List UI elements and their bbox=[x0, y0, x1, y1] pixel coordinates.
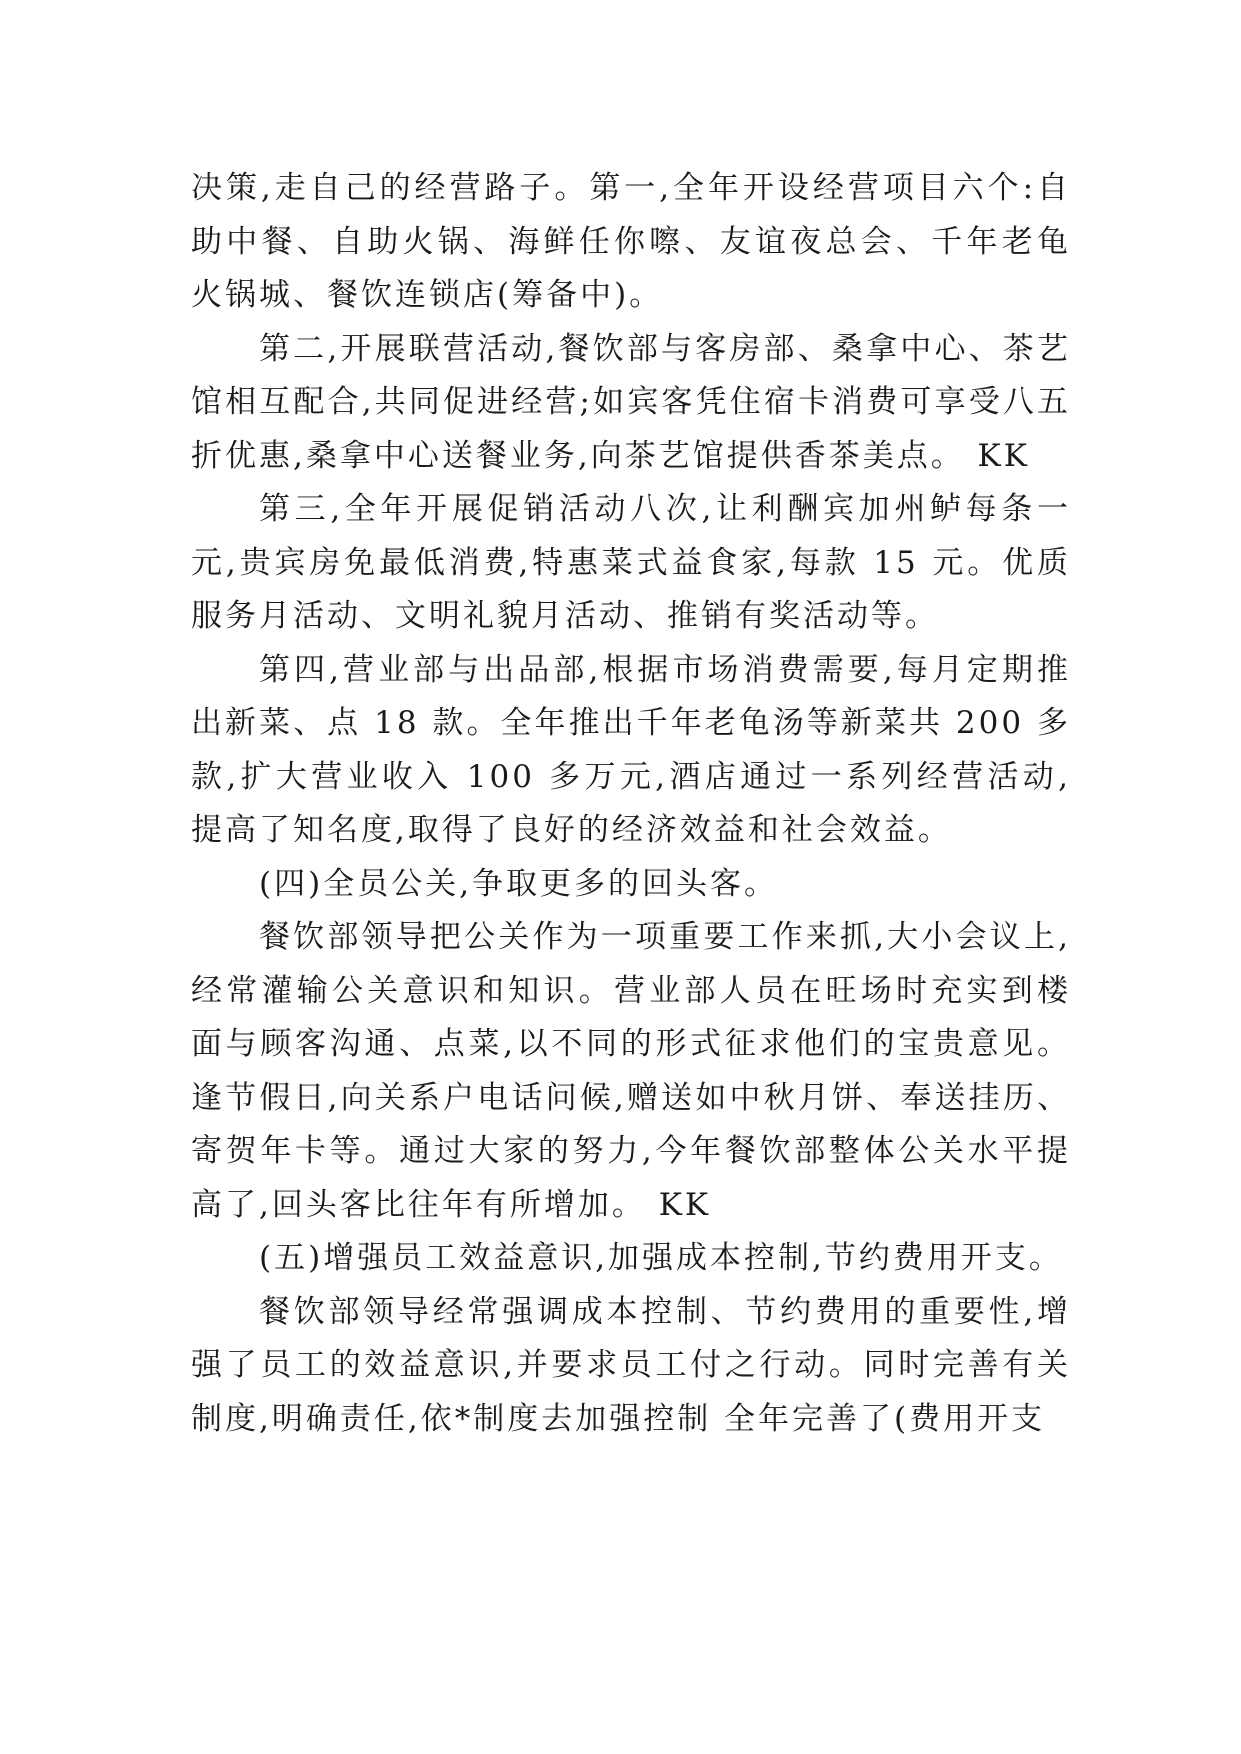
paragraph-6: 餐饮部领导经常强调成本控制、节约费用的重要性,增强了员工的效益意识,并要求员工付之行动。同时完善有关制度,明确责任,依*制度去加强控制 全年完善了(费用开支 bbox=[191, 1293, 1071, 1437]
paragraph-4: 第四,营业部与出品部,根据市场消费需要,每月定期推出新菜、点 18 款。全年推出千年老龟汤等新菜共 200 多款,扩大营业收入 100 多万元,酒店通过一系列经营活动,提高了知名度,取得了良好的经济效益和社会效益。 bbox=[191, 651, 1071, 848]
paragraph-2: 第二,开展联营活动,餐饮部与客房部、桑拿中心、茶艺馆相互配合,共同促进经营;如宾客凭住宿卡消费可享受八五折优惠,桑拿中心送餐业务,向茶艺馆提供香茶美点。 KK bbox=[191, 330, 1071, 474]
section-heading-5: (五)增强员工效益意识,加强成本控制,节约费用开支。 bbox=[259, 1240, 1063, 1276]
document-body bbox=[191, 162, 1071, 1446]
paragraph-1: 决策,走自己的经营路子。第一,全年开设经营项目六个:自助中餐、自助火锅、海鲜任你嚓、友谊夜总会、千年老龟火锅城、餐饮连锁店(筹备中)。 bbox=[191, 170, 1071, 313]
section-heading-4: (四)全员公关,争取更多的回头客。 bbox=[259, 865, 779, 902]
paragraph-3: 第三,全年开展促销活动八次,让利酬宾加州鲈每条一元,贵宾房免最低消费,特惠菜式益食家,每款 15 元。优质服务月活动、文明礼貌月活动、推销有奖活动等。 bbox=[191, 491, 1071, 634]
paragraph-5: 餐饮部领导把公关作为一项重要工作来抓,大小会议上,经常灌输公关意识和知识。营业部人员在旺场时充实到楼面与顾客沟通、点菜,以不同的形式征求他们的宝贵意见。逢节假日,向关系户电话问候,赠送如中秋月饼、奉送挂历、寄贺年卡等。通过大家的努力,今年餐饮部整体公关水平提高了,回头客比往年有所增加。 KK bbox=[191, 919, 1071, 1223]
